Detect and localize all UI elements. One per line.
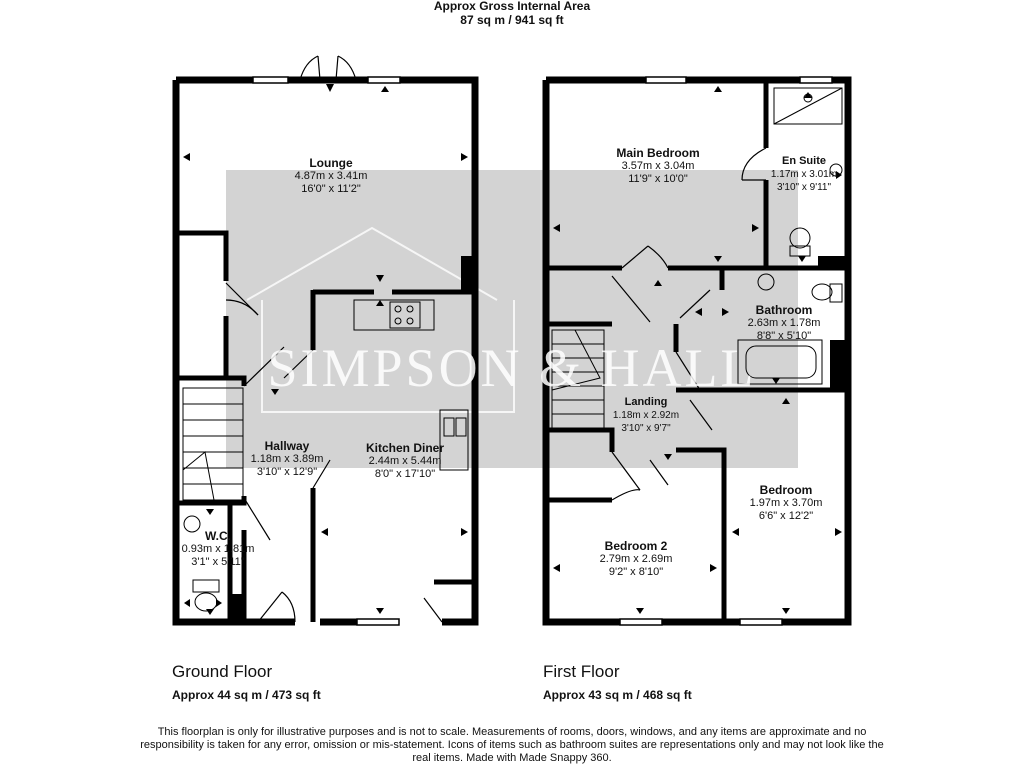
room-name: Lounge: [309, 156, 353, 170]
room-name: Main Bedroom: [616, 146, 700, 160]
room-label-landing: [596, 396, 696, 435]
room-imperial: 11'9" x 10'0": [628, 173, 688, 185]
room-name: Hallway: [264, 439, 310, 453]
first-floor-title: First Floor: [543, 662, 620, 681]
room-imperial: 6'6" x 12'2": [758, 510, 814, 522]
room-imperial: 9'2" x 8'10": [608, 566, 664, 578]
room-imperial: 3'10" x 12'9": [256, 466, 318, 478]
room-name: Bedroom 2: [604, 539, 668, 553]
disclaimer-text: This floorplan is only for illustrative purposes and is not to scale. Measurements of rooms, doors, windows, and any items are approximate and no responsibility is taken for any error, omission or mis-statement. Icons of items such as bathroom suites are representations only and may not look like the real items. Made with Made Snappy 360.: [140, 726, 884, 764]
hob-icon: [354, 300, 434, 330]
room-label-main-bedroom: [588, 147, 728, 186]
room-name: Bathroom: [755, 303, 813, 317]
room-name: Kitchen Diner: [365, 441, 444, 455]
room-name: Landing: [624, 396, 668, 408]
room-metric: 1.97m x 3.70m: [749, 497, 823, 509]
gross-area-title: Approx Gross Internal Area: [433, 0, 591, 13]
watermark-logo-text: SIMPSON & HALL: [267, 338, 757, 398]
room-metric: 1.17m x 3.01m: [770, 169, 838, 180]
room-imperial: 3'10" x 9'11": [776, 182, 832, 193]
ground-floor-area: Approx 44 sq m / 473 sq ft: [172, 688, 321, 702]
gross-area-value: 87 sq m / 941 sq ft: [460, 13, 564, 27]
room-label-bathroom: [724, 304, 844, 343]
first-floor-area: Approx 43 sq m / 468 sq ft: [543, 688, 692, 702]
room-label-bedroom: [730, 484, 842, 523]
room-imperial: 8'8" x 5'10": [756, 330, 812, 342]
room-label-lounge: [256, 157, 406, 196]
room-label-wc: [172, 530, 264, 569]
ground-floor-title: Ground Floor: [172, 662, 273, 681]
french-doors-icon: [300, 56, 356, 80]
room-label-en-suite: [760, 155, 848, 194]
room-metric: 1.18m x 3.89m: [250, 453, 324, 465]
room-label-bedroom-2: [580, 540, 692, 579]
room-imperial: 16'0" x 11'2": [301, 183, 361, 195]
room-imperial: 3'10" x 9'7": [621, 423, 671, 434]
room-metric: 4.87m x 3.41m: [294, 170, 368, 182]
room-metric: 2.63m x 1.78m: [747, 317, 821, 329]
room-imperial: 3'1" x 5'11": [191, 556, 245, 568]
room-name: W.C.: [205, 529, 231, 543]
room-metric: 2.44m x 5.44m: [368, 455, 442, 467]
room-label-kitchen-diner: [340, 442, 470, 481]
room-metric: 0.93m x 1.81m: [181, 543, 255, 555]
room-name: En Suite: [781, 155, 826, 167]
room-metric: 3.57m x 3.04m: [621, 160, 695, 172]
room-metric: 1.18m x 2.92m: [612, 410, 680, 421]
room-metric: 2.79m x 2.69m: [599, 553, 673, 565]
basin-icon: [758, 274, 842, 302]
room-imperial: 8'0" x 17'10": [374, 468, 436, 480]
room-label-hallway: [232, 440, 342, 479]
room-name: Bedroom: [759, 483, 813, 497]
